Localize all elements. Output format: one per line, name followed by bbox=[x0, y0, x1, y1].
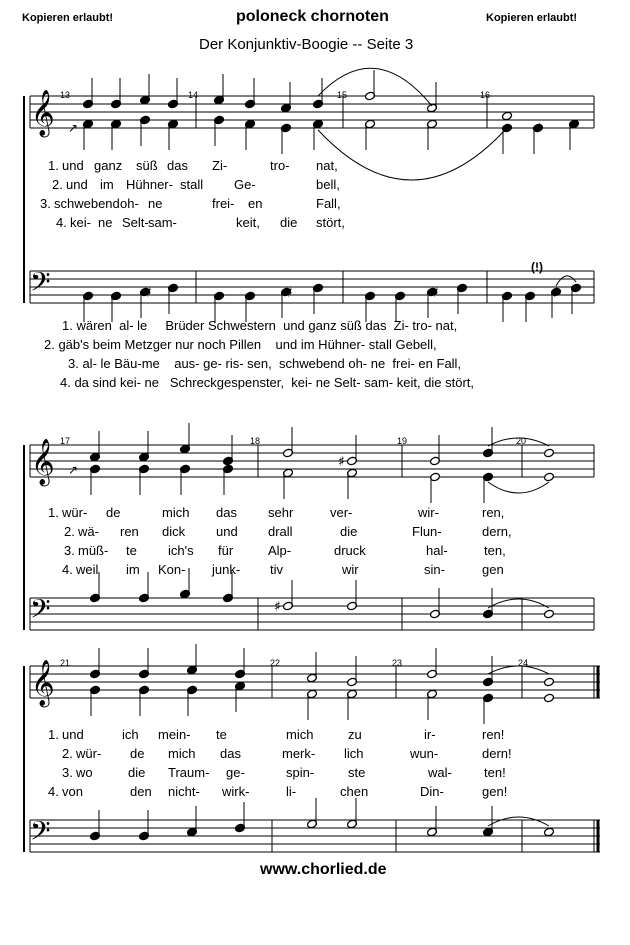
measure-number: 20 bbox=[516, 436, 527, 446]
lyric-syllable: dern! bbox=[482, 746, 512, 761]
lyric-syllable: nicht- bbox=[168, 784, 200, 799]
sharp-sign: ♯ bbox=[432, 285, 439, 301]
measure-number: 22 bbox=[270, 658, 281, 668]
lyric-syllable: sin- bbox=[424, 562, 445, 577]
lyric-line: 1. wären al- le Brüder Schwestern und ganz süß das Zi- tro- nat, bbox=[62, 318, 458, 333]
lyric-syllable: wir- bbox=[418, 505, 439, 520]
lyric-syllable: mich bbox=[168, 746, 196, 761]
measure-number: 15 bbox=[337, 90, 348, 100]
lyric-syllable: bell, bbox=[316, 177, 340, 192]
lyric-syllable: schwebend bbox=[54, 196, 120, 211]
bass-clef: 𝄢 bbox=[30, 266, 51, 304]
lyric-syllable: die bbox=[128, 765, 146, 780]
lyric-syllable: frei- bbox=[212, 196, 235, 211]
note-head bbox=[544, 827, 555, 837]
lyric-syllable: ren bbox=[120, 524, 139, 539]
lyric-syllable: das bbox=[220, 746, 241, 761]
slur bbox=[488, 599, 549, 608]
measure-number: 21 bbox=[60, 658, 71, 668]
lyric-syllable: druck bbox=[334, 543, 366, 558]
lyric-syllable: junk- bbox=[212, 562, 241, 577]
lyric-syllable: mich bbox=[162, 505, 190, 520]
lyric-syllable: hal- bbox=[426, 543, 448, 558]
lyric-syllable: die bbox=[340, 524, 358, 539]
copy-note-left: Kopieren erlaubt! bbox=[22, 12, 114, 24]
measure-number: 17 bbox=[60, 436, 71, 446]
copy-note-right: Kopieren erlaubt! bbox=[486, 12, 578, 24]
lyric-syllable: dern, bbox=[482, 524, 512, 539]
lyric-syllable: ste bbox=[348, 765, 366, 780]
slur bbox=[318, 68, 432, 106]
slur bbox=[556, 276, 576, 286]
slur bbox=[488, 817, 549, 826]
lyric-syllable: ver- bbox=[330, 505, 353, 520]
lyric-syllable: tiv bbox=[270, 562, 283, 577]
note-head bbox=[544, 677, 555, 687]
lyric-syllable: wal- bbox=[428, 765, 452, 780]
lyric-syllable: ich bbox=[122, 727, 139, 742]
measure-number: 18 bbox=[250, 436, 261, 446]
lyric-syllable: mein- bbox=[158, 727, 191, 742]
lyric-syllable: ir- bbox=[424, 727, 436, 742]
measure-number: 16 bbox=[480, 90, 491, 100]
verse-number: 1. bbox=[48, 505, 59, 520]
lyric-syllable: chen bbox=[340, 784, 369, 799]
lyric-syllable: te bbox=[216, 727, 227, 742]
lyric-syllable: stört, bbox=[316, 215, 345, 230]
verse-number: 4. bbox=[48, 784, 59, 799]
lyric-syllable: ten! bbox=[484, 765, 506, 780]
lyric-syllable: stall bbox=[180, 177, 204, 192]
measure-number: 24 bbox=[518, 658, 529, 668]
verse-number: 4. bbox=[62, 562, 73, 577]
lyric-syllable: Kon- bbox=[158, 562, 186, 577]
lyric-syllable: nat, bbox=[316, 158, 338, 173]
sharp-sign: ♯ bbox=[552, 285, 559, 301]
caution-mark: (!) bbox=[531, 260, 543, 274]
lyric-syllable: Zi- bbox=[212, 158, 228, 173]
sharp-sign: ♯ bbox=[286, 285, 293, 301]
lyric-syllable: sehr bbox=[268, 505, 294, 520]
lyric-syllable: für bbox=[218, 543, 234, 558]
lyric-syllable: de bbox=[130, 746, 145, 761]
bass-clef: 𝄢 bbox=[30, 593, 51, 631]
lyric-syllable: Ge- bbox=[234, 177, 256, 192]
lyric-syllable: spin- bbox=[286, 765, 315, 780]
page-title: poloneck chornoten bbox=[236, 8, 389, 25]
lyric-syllable: merk- bbox=[282, 746, 316, 761]
verse-number: 1. bbox=[48, 727, 59, 742]
lyric-syllable: zu bbox=[348, 727, 362, 742]
lyric-line: 4. da sind kei- ne Schreckgespenster, kei- ne Selt- sam- keit, die stört, bbox=[60, 375, 475, 390]
lyric-syllable: en bbox=[248, 196, 263, 211]
lyric-syllable: gen! bbox=[482, 784, 508, 799]
footer-url: www.chorlied.de bbox=[260, 861, 387, 878]
lyric-syllable: Selt- bbox=[122, 215, 149, 230]
sharp-sign: ♯ bbox=[338, 454, 345, 470]
lyric-syllable: Flun- bbox=[412, 524, 442, 539]
lyric-syllable: keit, bbox=[236, 215, 260, 230]
bass-clef: 𝄢 bbox=[30, 815, 51, 853]
sharp-sign: ♯ bbox=[274, 599, 281, 615]
lyric-syllable: Hühner- bbox=[126, 177, 173, 192]
slur bbox=[488, 482, 549, 493]
verse-number: 4. bbox=[56, 215, 67, 230]
lyric-syllable: wun- bbox=[410, 746, 439, 761]
lyric-syllable: sam- bbox=[148, 215, 177, 230]
lyric-syllable: das bbox=[216, 505, 237, 520]
lyric-syllable: ganz bbox=[94, 158, 123, 173]
sharp-sign: ♯ bbox=[535, 121, 542, 137]
lyric-syllable: tro- bbox=[270, 158, 290, 173]
lyric-syllable: wä- bbox=[78, 524, 99, 539]
lyric-syllable: Alp- bbox=[268, 543, 292, 558]
lyric-syllable: im bbox=[126, 562, 140, 577]
lyric-syllable: Traum- bbox=[168, 765, 210, 780]
measure-number: 23 bbox=[392, 658, 403, 668]
lyric-syllable: und bbox=[66, 177, 88, 192]
lyric-syllable: Fall, bbox=[316, 196, 341, 211]
sharp-sign: ♯ bbox=[145, 285, 152, 301]
lyric-syllable: müß- bbox=[78, 543, 109, 558]
note-head bbox=[544, 448, 555, 458]
lyric-syllable: ich's bbox=[168, 543, 194, 558]
verse-number: 3. bbox=[62, 765, 73, 780]
lyric-syllable: gen bbox=[482, 562, 504, 577]
voice-arrow: ↗ bbox=[68, 463, 79, 477]
lyric-syllable: und bbox=[62, 158, 84, 173]
verse-number: 1. bbox=[48, 158, 59, 173]
lyric-syllable: mich bbox=[286, 727, 314, 742]
lyric-syllable: die bbox=[280, 215, 298, 230]
measure-number: 14 bbox=[188, 90, 199, 100]
lyric-syllable: oh- bbox=[120, 196, 139, 211]
lyric-syllable: te bbox=[126, 543, 137, 558]
lyric-syllable: ren, bbox=[482, 505, 505, 520]
lyric-syllable: ren! bbox=[482, 727, 505, 742]
slur bbox=[318, 130, 505, 180]
verse-number: 2. bbox=[64, 524, 75, 539]
lyric-syllable: dick bbox=[162, 524, 186, 539]
lyric-syllable: süß bbox=[136, 158, 158, 173]
lyric-syllable: das bbox=[167, 158, 188, 173]
lyric-line: 3. al- le Bäu-me aus- ge- ris- sen, schwebend oh- ne frei- en Fall, bbox=[68, 356, 462, 371]
lyric-syllable: wo bbox=[76, 765, 93, 780]
voice-arrow: ↗ bbox=[68, 121, 79, 135]
lyric-syllable: drall bbox=[268, 524, 293, 539]
lyric-syllable: von bbox=[62, 784, 83, 799]
verse-number: 3. bbox=[64, 543, 75, 558]
lyric-syllable: ne bbox=[98, 215, 113, 230]
lyric-syllable: li- bbox=[286, 784, 297, 799]
verse-number: 2. bbox=[52, 177, 63, 192]
note-head bbox=[544, 609, 555, 619]
note-head bbox=[502, 111, 513, 121]
verse-number: 2. bbox=[62, 746, 73, 761]
measure-number: 13 bbox=[60, 90, 71, 100]
note-head bbox=[544, 472, 555, 482]
verse-number: 3. bbox=[40, 196, 51, 211]
treble-clef: 𝄞 bbox=[31, 90, 55, 136]
lyric-syllable: ten, bbox=[484, 543, 506, 558]
lyric-syllable: weil bbox=[76, 562, 99, 577]
lyric-syllable: ge- bbox=[226, 765, 245, 780]
measure-number: 19 bbox=[397, 436, 408, 446]
lyric-syllable: Din- bbox=[420, 784, 444, 799]
treble-clef: 𝄞 bbox=[31, 660, 55, 706]
lyric-syllable: und bbox=[62, 727, 84, 742]
lyric-syllable: wirk- bbox=[222, 784, 250, 799]
lyric-syllable: ne bbox=[148, 196, 163, 211]
lyric-syllable: de bbox=[106, 505, 121, 520]
treble-clef: 𝄞 bbox=[31, 439, 55, 485]
lyric-syllable: im bbox=[100, 177, 114, 192]
lyric-syllable: wür- bbox=[62, 505, 88, 520]
lyric-syllable: kei- bbox=[70, 215, 91, 230]
lyric-syllable: lich bbox=[344, 746, 364, 761]
lyric-syllable: wir bbox=[342, 562, 359, 577]
lyric-syllable: und bbox=[216, 524, 238, 539]
lyric-syllable: den bbox=[130, 784, 152, 799]
page-subtitle: Der Konjunktiv-Boogie -- Seite 3 bbox=[199, 36, 414, 53]
note-head bbox=[544, 693, 555, 703]
lyric-line: 2. gäb's beim Metzger nur noch Pillen und im Hühner- stall Gebell, bbox=[44, 337, 437, 352]
lyric-syllable: wür- bbox=[76, 746, 102, 761]
